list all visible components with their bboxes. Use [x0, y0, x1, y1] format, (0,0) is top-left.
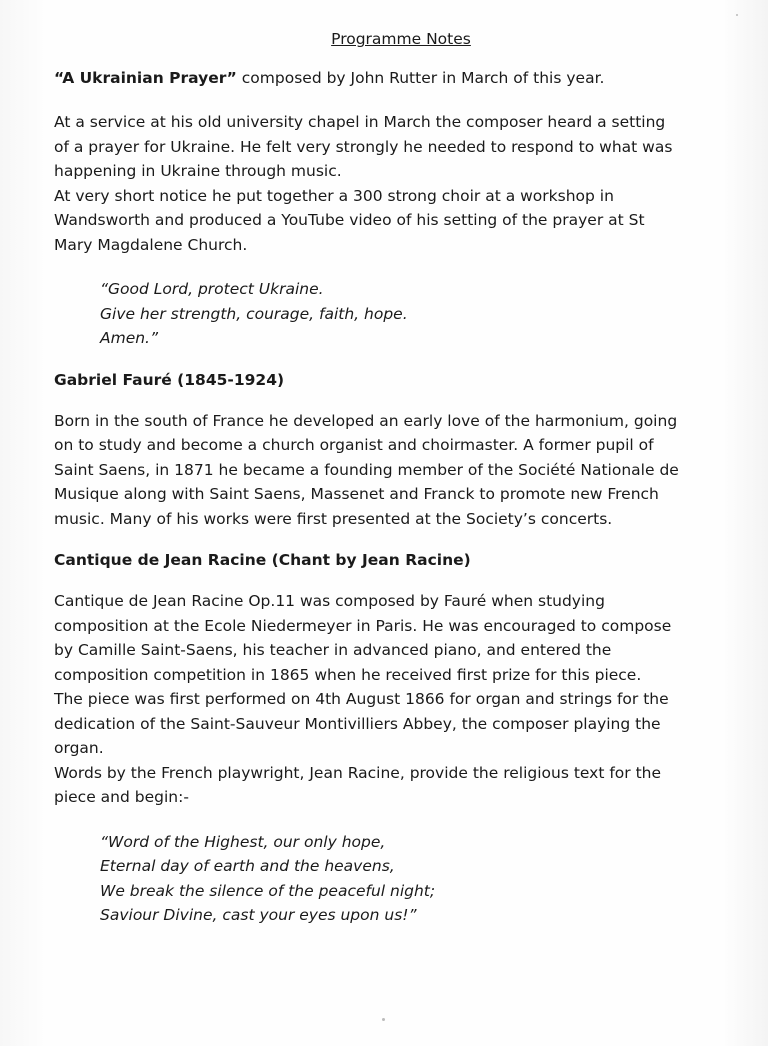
- cantique-heading: Cantique de Jean Racine (Chant by Jean Racine): [54, 551, 471, 569]
- cantique-quote-line-2: Eternal day of earth and the heavens,: [100, 857, 395, 875]
- rutter-intro: composed by John Rutter in March of this year.: [236, 69, 605, 87]
- cantique-line-4: composition competition in 1865 when he received first prize for this piece.: [54, 665, 642, 684]
- rutter-line-5: Wandsworth and produced a YouTube video of his setting of the prayer at St: [54, 211, 645, 229]
- paper-speck: [736, 14, 738, 16]
- page-content: [54, 28, 734, 928]
- faure-line-4: Musique along with Saint Saens, Massenet and Franck to promote new French: [54, 485, 659, 503]
- cantique-quote-line-4: Saviour Divine, cast your eyes upon us!”: [100, 906, 417, 924]
- cantique-line-2: composition at the Ecole Niedermeyer in Paris. He was encouraged to compose: [54, 616, 672, 635]
- cantique-line-7: organ.: [54, 739, 104, 757]
- cantique-line-5: The piece was first performed on 4th August 1866 for organ and strings for the: [54, 690, 669, 708]
- rutter-quote-line-2: Give her strength, courage, faith, hope.: [100, 304, 408, 323]
- page-heading: Programme Notes: [331, 30, 471, 48]
- rutter-line-2: of a prayer for Ukraine. He felt very strongly he needed to respond to what was: [54, 137, 673, 156]
- rutter-quote-line-3: Amen.”: [100, 329, 159, 347]
- cantique-line-3: by Camille Saint-Saens, his teacher in advanced piano, and entered the: [54, 641, 612, 659]
- rutter-line-3: happening in Ukraine through music.: [54, 162, 342, 180]
- rutter-title: “A Ukrainian Prayer”: [54, 69, 237, 87]
- cantique-line-6: dedication of the Saint-Sauveur Montivilliers Abbey, the composer playing the: [54, 714, 661, 733]
- paper-speck: [382, 1018, 385, 1021]
- faure-line-3: Saint Saens, in 1871 he became a founding member of the Société Nationale de: [54, 460, 679, 479]
- faure-heading: Gabriel Fauré (1845-1924): [54, 370, 285, 389]
- rutter-quote-line-1: “Good Lord, protect Ukraine.: [100, 280, 324, 298]
- cantique-quote-line-1: “Word of the Highest, our only hope,: [100, 832, 386, 851]
- rutter-line-4: At very short notice he put together a 300 strong choir at a workshop in: [54, 186, 614, 205]
- faure-line-1: Born in the south of France he developed an early love of the harmonium, going: [54, 411, 678, 430]
- rutter-heading-line: [54, 66, 734, 90]
- rutter-line-6: Mary Magdalene Church.: [54, 235, 248, 254]
- cantique-quote-line-3: We break the silence of the peaceful night;: [100, 881, 436, 900]
- cantique-line-9: piece and begin:-: [54, 788, 189, 806]
- rutter-line-1: At a service at his old university chapel in March the composer heard a setting: [54, 113, 666, 131]
- faure-line-5: music. Many of his works were first presented at the Society’s concerts.: [54, 509, 613, 528]
- cantique-line-8: Words by the French playwright, Jean Racine, provide the religious text for the: [54, 763, 662, 782]
- cantique-line-1: Cantique de Jean Racine Op.11 was composed by Fauré when studying: [54, 592, 605, 610]
- faure-line-2: on to study and become a church organist and choirmaster. A former pupil of: [54, 436, 654, 454]
